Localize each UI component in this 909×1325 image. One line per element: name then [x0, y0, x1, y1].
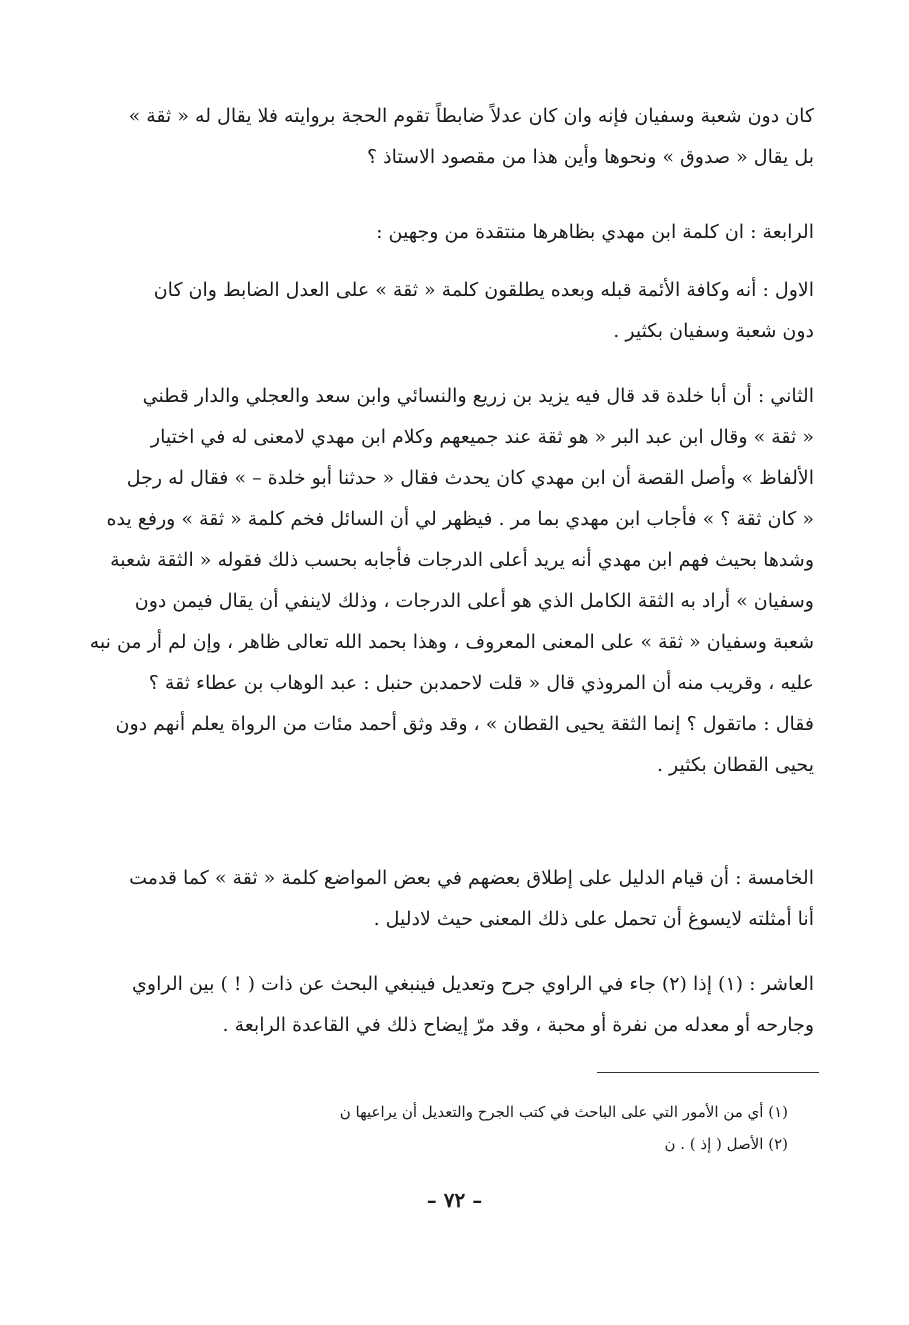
text-line: الرابعة : ان كلمة ابن مهدي بظاهرها منتقدة من وجهين :	[376, 221, 814, 243]
text-line: الخامسة : أن قيام الدليل على إطلاق بعضهم في بعض المواضع كلمة « ثقة » كما قدمت	[129, 867, 814, 889]
text-line: العاشر : (١) إذا (٢) جاء في الراوي جرح وتعديل فينبغي البحث عن ذات ( ! ) بين الراوي	[132, 973, 814, 995]
text-line: الثاني : أن أبا خلدة قد قال فيه يزيد بن زريع والنسائي وابن سعد والعجلي والدار قطني	[142, 385, 814, 407]
footnotes	[240, 1096, 788, 1160]
text-line: وسفيان » أراد به الثقة الكامل الذي هو أعلى الدرجات ، وذلك لاينفي أن يقال فيمن دون	[134, 590, 814, 612]
footnote: (١) أي من الأمور التي على الباحث في كتب الجرح والتعديل أن يراعيها ن	[339, 1103, 788, 1121]
text-line: الألفاظ » وأصل القصة أن ابن مهدي كان يحدث فقال « حدثنا أبو خلدة – » فقال له رجل	[126, 467, 814, 489]
text-line: بل يقال « صدوق » ونحوها وأين هذا من مقصود الاستاذ ؟	[367, 146, 814, 168]
text-line: يحيى القطان بكثير .	[656, 754, 814, 776]
page-number: – ٧٢ –	[426, 1188, 483, 1212]
paragraph-third-continued	[78, 96, 814, 178]
text-line: عليه ، وقريب منه أن المروذي قال « قلت لاحمدبن حنبل : عبد الوهاب بن عطاء ثقة ؟	[148, 672, 814, 694]
footnote: (٢) الأصل ( إذ ) . ن	[664, 1135, 788, 1153]
text-line: كان دون شعبة وسفيان فإنه وان كان عدلاً ضابطاً تقوم الحجة بروايته فلا يقال له « ثقة »	[128, 105, 814, 127]
paragraph-first-point	[78, 270, 814, 352]
paragraph-fifth	[78, 858, 814, 940]
footnote-divider	[597, 1072, 819, 1073]
text-line: أنا أمثلته لايسوغ أن تحمل على ذلك المعنى حيث لادليل .	[373, 908, 814, 930]
text-line: وشدها بحيث فهم ابن مهدي أنه يريد أعلى الدرجات فأجابه بحسب ذلك فقوله « الثقة شعبة	[110, 549, 814, 571]
text-line: فقال : ماتقول ؟ إنما الثقة يحيى القطان » ، وقد وثق أحمد مئات من الرواة يعلم أنهم دون	[115, 713, 814, 735]
text-line: « كان ثقة ؟ » فأجاب ابن مهدي بما مر . فيظهر لي أن السائل فخم كلمة « ثقة » ورفع يده	[106, 508, 814, 530]
paragraph-fourth	[78, 212, 814, 253]
paragraph-tenth	[78, 964, 814, 1046]
text-line: وجارحه أو معدله من نفرة أو محبة ، وقد مرّ إيضاح ذلك في القاعدة الرابعة .	[222, 1014, 814, 1036]
paragraph-second-point	[78, 376, 814, 786]
text-line: « ثقة » وقال ابن عبد البر « هو ثقة عند جميعهم وكلام ابن مهدي لامعنى له في اختيار	[150, 426, 814, 448]
text-line: شعبة وسفيان « ثقة » على المعنى المعروف ، وهذا بحمد الله تعالى ظاهر ، وإن لم أر من نبه	[89, 631, 814, 653]
text-line: دون شعبة وسفيان بكثير .	[613, 320, 814, 342]
text-line: الاول : أنه وكافة الأئمة قبله وبعده يطلقون كلمة « ثقة » على العدل الضابط وان كان	[153, 279, 814, 301]
